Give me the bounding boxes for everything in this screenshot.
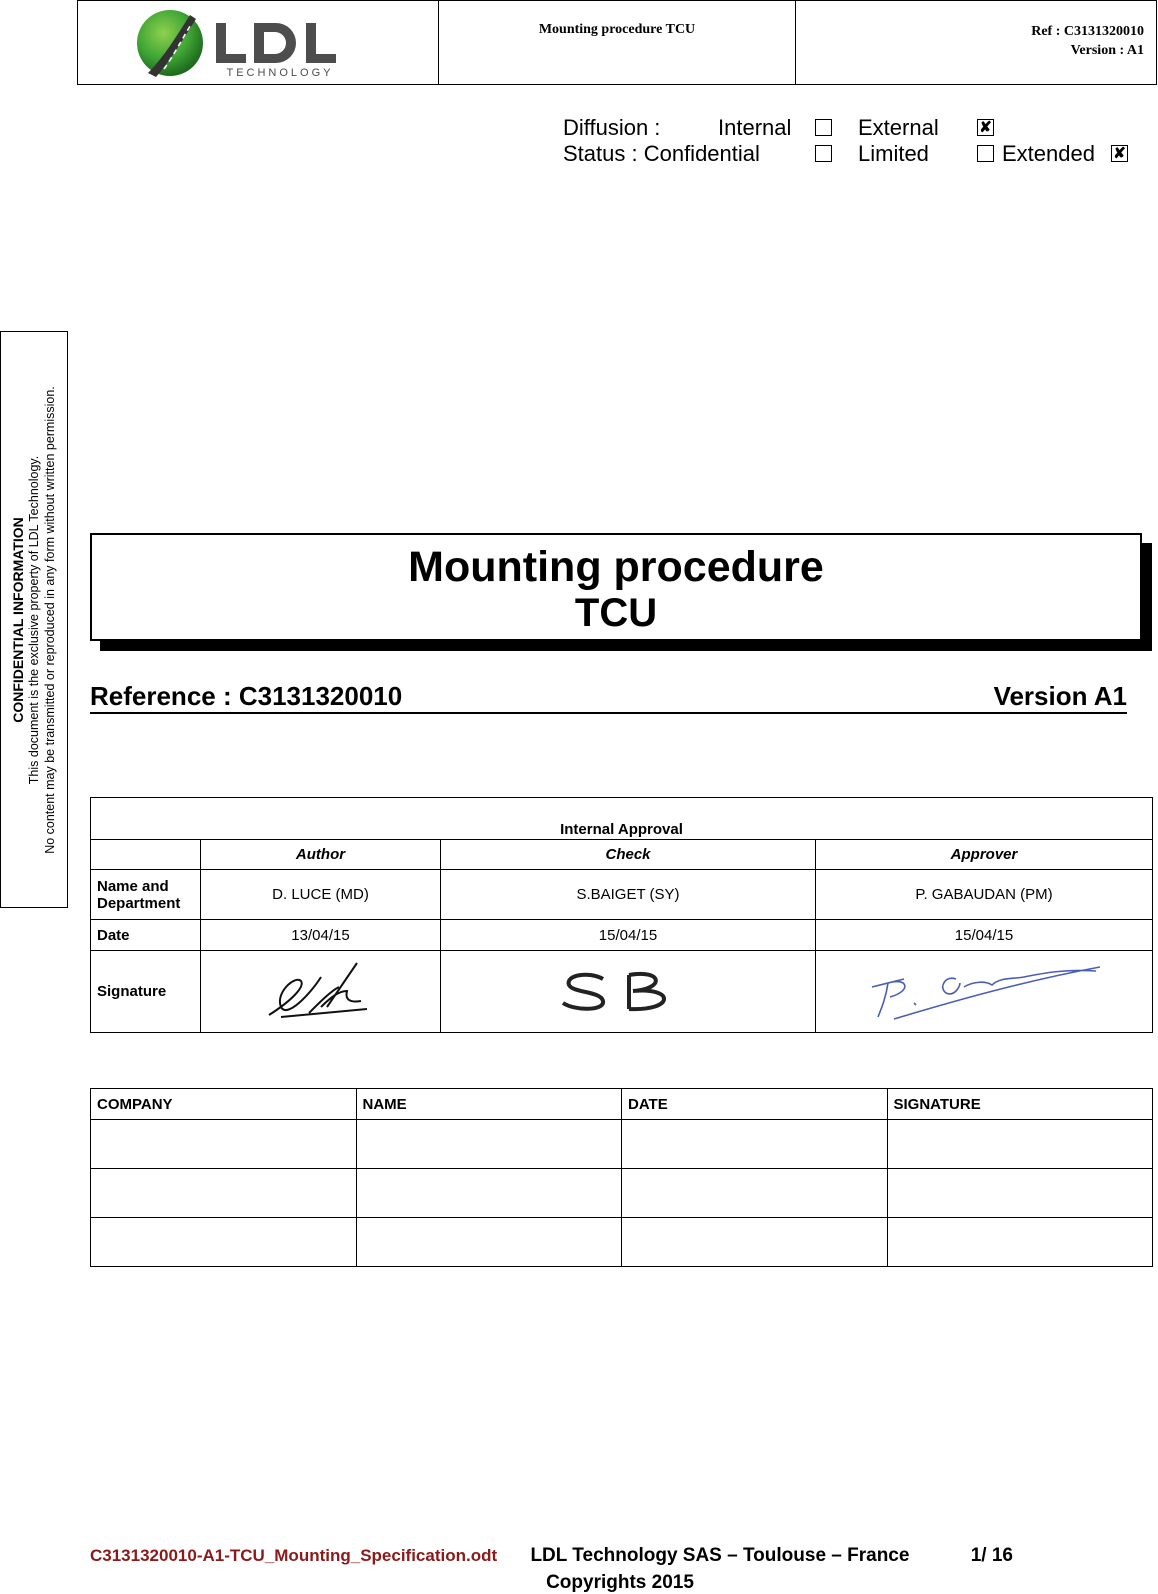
extended-checkbox[interactable]: ✘ (1111, 145, 1128, 162)
author-date: 13/04/15 (201, 920, 441, 951)
confidential-line-2: No content may be transmitted or reproduced in any form without written permission. (43, 385, 57, 854)
internal-label: Internal (718, 115, 792, 140)
document-subtitle: TCU (574, 591, 658, 635)
approver-name: P. GABAUDAN (PM) (816, 870, 1153, 920)
approval-corner (91, 840, 201, 870)
limited-label: Limited (858, 141, 929, 166)
document-title-box (90, 533, 1142, 641)
extended-label: Extended (1002, 141, 1095, 166)
confidential-checkbox[interactable] (815, 145, 832, 162)
confidential-title: CONFIDENTIAL INFORMATION (10, 516, 26, 723)
ldl-logo-icon (134, 7, 374, 79)
date-label: Date (91, 920, 201, 951)
reference-number: Reference : C3131320010 (90, 681, 403, 711)
confidential-line-1: This document is the exclusive property of LDL Technology. (27, 455, 41, 784)
col-company: COMPANY (91, 1089, 357, 1120)
confidential-sidebar (0, 331, 68, 908)
col-name: NAME (356, 1089, 622, 1120)
footer-filename: C3131320010-A1-TCU_Mounting_Specification.odt (90, 1546, 498, 1565)
check-signature-icon (553, 965, 703, 1015)
author-signature (201, 951, 441, 1033)
svg-text:TECHNOLOGY: TECHNOLOGY (226, 67, 334, 79)
page-header (77, 0, 1157, 85)
col-author: Author (201, 840, 441, 870)
footer-page-number: 1/ 16 (970, 1545, 1013, 1566)
author-name: D. LUCE (MD) (201, 870, 441, 920)
approver-signature (816, 951, 1153, 1033)
col-date: DATE (622, 1089, 888, 1120)
approver-signature-icon (864, 957, 1104, 1023)
page-footer (90, 1545, 1140, 1567)
header-ref: Ref : C3131320010 (1031, 24, 1144, 39)
header-reference (796, 1, 1156, 84)
company-logo (78, 1, 439, 84)
check-name: S.BAIGET (SY) (441, 870, 816, 920)
approval-caption: Internal Approval (91, 798, 1153, 840)
name-department-label: Name and Department (91, 870, 201, 920)
signature-label: Signature (91, 951, 201, 1033)
footer-copyright: Copyrights 2015 (546, 1572, 694, 1593)
header-version: Version : A1 (1070, 43, 1144, 58)
internal-checkbox[interactable] (815, 119, 832, 136)
col-signature: SIGNATURE (887, 1089, 1153, 1120)
document-title: Mounting procedure (408, 543, 824, 591)
table-row (91, 1169, 1153, 1218)
diffusion-label: Diffusion : (563, 115, 661, 140)
reference-version: Version A1 (993, 681, 1127, 711)
approver-date: 15/04/15 (816, 920, 1153, 951)
table-row (91, 1218, 1153, 1267)
approval-table (90, 797, 1153, 1033)
table-row (91, 1120, 1153, 1169)
check-signature (441, 951, 816, 1033)
header-title: Mounting procedure TCU (439, 1, 796, 84)
company-table (90, 1088, 1153, 1267)
author-signature-icon (261, 957, 381, 1023)
col-check: Check (441, 840, 816, 870)
external-checkbox[interactable]: ✘ (977, 119, 994, 136)
col-approver: Approver (816, 840, 1153, 870)
check-date: 15/04/15 (441, 920, 816, 951)
footer-company: LDL Technology SAS – Toulouse – France (530, 1545, 910, 1566)
external-label: External (858, 115, 939, 140)
status-label: Status : Confidential (563, 141, 760, 166)
reference-line (90, 680, 1127, 714)
limited-checkbox[interactable] (977, 145, 994, 162)
